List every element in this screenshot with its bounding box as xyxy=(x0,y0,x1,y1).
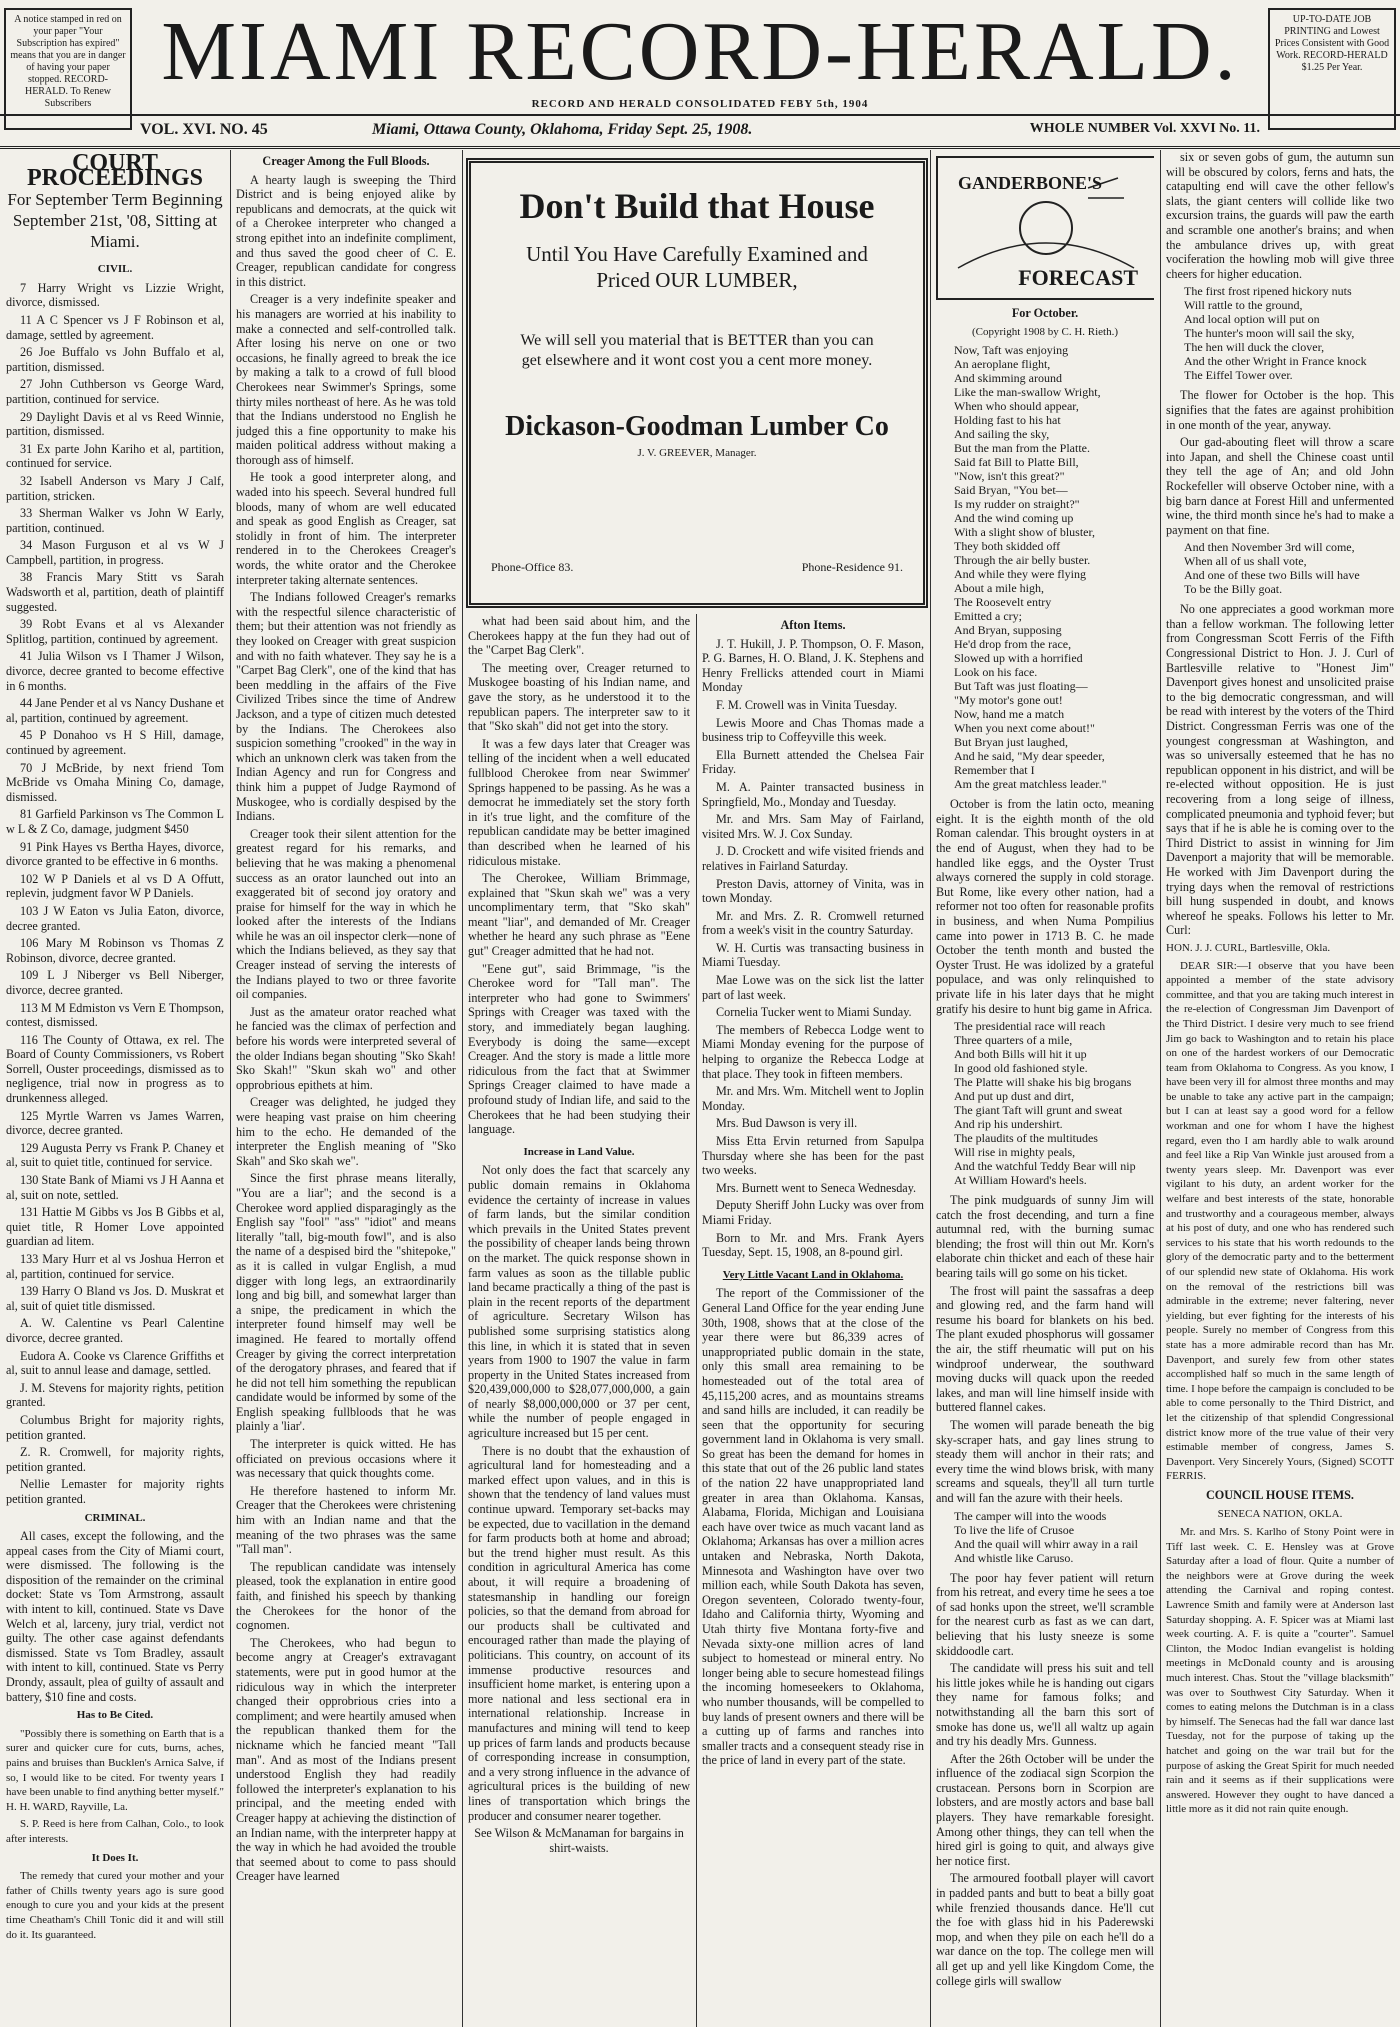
court-case-entry: 38 Francis Mary Stitt vs Sarah Wadsworth et al, partition, death of plaintiff suggested. xyxy=(6,570,224,614)
poem-line: And the wind coming up xyxy=(954,511,1074,526)
column-creager-continued xyxy=(468,614,690,2027)
ad-subhead: Until You Have Carefully Examined and Priced OUR LUMBER, xyxy=(526,242,868,292)
ferris-intro: No one appreciates a good workman more than a fellow workman. The following letter from Congressman Scott Ferris of the Fifth Congressional District to Hon. J. J. Curl of Bartlesville relative to "Honest Jim" Davenport gives honest and unsolicited praise to the big democratic congressman, and will be read with interest by the voters of the Third District. Congressman Ferris was one of the youngest congressman at Washington, and was so universally esteemed that he has no republican opponent in his district, and will be re-elected without opposition. He is just recovering from a long seige of illness, complicated pneumonia and typhoid fever; but says that if he is able he is coming over to the Third District to assist in winning for Jim Davenport a majority that will be memorable. He worked with Jim Davenport during the trying days when the removal of restrictions bill hung suspended in doubt, and knows whereof he speaks. Follows his letter to Mr. Curl: xyxy=(1166,602,1394,938)
forecast-continued xyxy=(1166,150,1394,281)
poem-line: Will rise in mighty peals, xyxy=(954,1145,1076,1160)
civil-heading: CIVIL. xyxy=(97,263,133,276)
forecast-paragraph: The pink mudguards of sunny Jim will catch the frost decending, and turn a fine autumnal red, with the burning sumac blending; the frost will thin out Mr. Korn's elaborate chin thicket and each of these hair bearing tails will go some on his ticket. xyxy=(936,1193,1154,1281)
poem-line: And the watchful Teddy Bear will nip xyxy=(954,1159,1136,1174)
court-case-entry: A. W. Calentine vs Pearl Calentine divorce, decree granted. xyxy=(6,1316,224,1345)
afton-item: Lewis Moore and Chas Thomas made a business trip to Coffeyville this week. xyxy=(702,715,924,745)
poem-line: And rip his undershirt. xyxy=(954,1117,1063,1132)
poem-line: With a slight show of bluster, xyxy=(954,525,1096,540)
poem-line: Now, Taft was enjoying xyxy=(954,343,1069,358)
afton-item: J. D. Crockett and wife visited friends and relatives in Fairland Saturday. xyxy=(702,844,924,873)
story-paragraph: Creager is a very indefinite speaker and his managers are worried at his inability to make a connected and self-controlled talk. After losing his nerve on one or two occasions, he finally agreed to break the ice by making a talk to a crowd of full blood Cherokees near Swimmer's Springs, some thirty miles northeast of here. As he was told that the Indians understood no English he judged this a fine opportunity to make his maiden political address without making a thorough ass of himself. xyxy=(236,292,456,467)
dateline-bar xyxy=(0,114,1400,149)
ad-body: We will sell you material that is BETTER than you can get elsewhere and it wont cost you a cent more money. xyxy=(520,332,874,369)
court-case-entry: 27 John Cuthberson vs George Ward, partition, continued for service. xyxy=(6,377,224,406)
poem-line: "My motor's gone out! xyxy=(954,693,1063,708)
ad-phones xyxy=(491,560,903,575)
forecast-text-3 xyxy=(936,1571,1154,1989)
poem-line: And put up dust and dirt, xyxy=(954,1089,1074,1104)
forecast-poem xyxy=(954,343,1154,791)
court-case-entry: 91 Pink Hayes vs Bertha Hayes, divorce, divorce granted to be effective in 6 months. xyxy=(6,839,224,869)
poem-line: Am the great matchless leader." xyxy=(954,777,1107,792)
does-text: The remedy that cured your mother and your father of Chills twenty years ago is sure good enough to cure you and your kids at the present time Cheatham's Chill Tonic did it and will still do it. Its guaranteed. xyxy=(6,1870,224,1941)
afton-item: Mae Lowe was on the sick list the latter part of last week. xyxy=(702,973,924,1002)
poem-line: Three quarters of a mile, xyxy=(954,1033,1073,1048)
court-case-entry: 7 Harry Wright vs Lizzie Wright, divorce, dismissed. xyxy=(6,280,224,310)
poem-line: To be the Billy goat. xyxy=(1184,582,1283,597)
presidential-race-poem xyxy=(954,1019,1154,1187)
poem-line: When all of us shall vote, xyxy=(1184,554,1307,569)
court-case-entry: Eudora A. Cooke vs Clarence Griffiths et al, suit to annul lease and damage, settled. xyxy=(6,1348,224,1378)
story-paragraph: The Cherokees, who had begun to become angry at Creager's extravagant statements, were put in good humor at the ridiculous way in which the interpreter changed their opprobrious cries into a compliment; and were heartily amused when the republican thanked them for the nickname which he fancied meant "Tall man". And as most of the Indians present understood English they had readily followed the interpreter's explanation to his principal, and the meeting ended with Creager happy at achieving the distinction of an Indian name, with the interpreter happy at the way in which he had avoided the trouble that seemed about to come to pass should Creager have learned xyxy=(236,1635,456,1884)
ganderbone-forecast-cartoon xyxy=(936,156,1154,300)
forecast-paragraph: After the 26th October will be under the influence of the zodiacal sign Scorpion the crustacean. Persons born in Scorpion are lobsters, and are mostly actors and base ball players. They have remarkable foresight. Among other things, they can tell when the hired girl is going to quit, and always give her notice first. xyxy=(936,1751,1154,1868)
court-case-entry: 116 The County of Ottawa, ex rel. The Board of County Commissioners, vs Robert Sorrell, Ouster proceedings, dismissed as to negligence, trial now in progress as to drunkenness alleged. xyxy=(6,1032,224,1106)
criminal-docket-text: All cases, except the following, and the appeal cases from the City of Miami court, were dismissed. The following is the disposition of the remainder on the criminal docket: State vs Tom Armstrong, assault with intent to kill, continued. State vs Dave Welch et al, larceny, jury trial, verdict not guilty. The other case against defendants dismissed. State vs Tom Bradley, assault with intent to kill, continued. State vs Perry Drondy, assault, plea of guilty of assault and battery, $10 fine and costs. xyxy=(6,1529,224,1704)
phone-office: Phone-Office 83. xyxy=(491,560,574,574)
ad-firm-name: Dickason-Goodman Lumber Co xyxy=(505,411,889,442)
land-value-paragraph: Not only does the fact that scarcely any public domain remains in Oklahoma evidence the certainty of increase in values of farm lands, but the similar condition which prevails in the United States prevent the possibility of cheaper lands being thrown on the market. The quick response shown in farm values as soon as the tillable public land became practically a thing of the past is plain in the recent reports of the department of agriculture. Secretary Wilson has published some surprising statistics along this line, in which it is stated that in seven years from 1900 to 1907 the value in farm property in the United States increased from $20,439,000,000 to $28,077,000,000, a gain of nearly $8,000,000,000 or 37 per cent, while the number of people engaged in agriculture increased but 15 per cent. xyxy=(468,1163,690,1441)
court-proceedings-headline: COURT PROCEEDINGS xyxy=(26,150,204,191)
phone-residence: Phone-Residence 91. xyxy=(801,560,903,574)
poem-line: And the quail will whirr away in a rail xyxy=(954,1536,1138,1551)
poem-line: And local option will put on xyxy=(1184,312,1320,327)
poem-line: When who should appear, xyxy=(954,399,1079,414)
court-case-entry: 103 J W Eaton vs Julia Eaton, divorce, decree granted. xyxy=(6,903,224,933)
afton-item: Preston Davis, attorney of Vinita, was in town Monday. xyxy=(702,876,924,906)
court-case-entry: 29 Daylight Davis et al vs Reed Winnie, partition, dismissed. xyxy=(6,409,224,439)
court-case-entry: 70 J McBride, by next friend Tom McBride vs Omaha Mining Co, damage, dismissed. xyxy=(6,760,224,804)
forecast-paragraph: The flower for October is the hop. This signifies that the fates are against prohibition in one month of the year, anyway. xyxy=(1166,388,1394,432)
court-proceedings-deck: For September Term Beginning September 21st, '08, Sitting at Miami. xyxy=(7,190,223,252)
poem-line: Now, hand me a match xyxy=(954,707,1065,722)
court-case-entry: 106 Mary M Robinson vs Thomas Z Robinson, divorce, decree granted. xyxy=(6,936,224,965)
court-case-entry: Columbus Bright for majority rights, petition granted. xyxy=(6,1412,224,1442)
story-paragraph: "Eene gut", said Brimmage, "is the Cherokee word for "Tall man". The interpreter who had gone to Swimmers' Springs with Creager was taxed with the story, and immediately began laughing. Everybody is doing the same—except Creager. And the story is made a little more ridiculous from the fact that at Swimmer Springs Creager claimed to have made a profound study of Indian life, and said to the Cherokees that he had been studying their language. xyxy=(468,961,690,1137)
afton-item: Mrs. Bud Dawson is very ill. xyxy=(716,1116,858,1131)
story-paragraph: He therefore hastened to inform Mr. Creager that the Cherokees were christening him with an Indian name and that the meaning of the two phrases was the same "Tall man". xyxy=(236,1483,456,1557)
council-house-heading: COUNCIL HOUSE ITEMS. xyxy=(1206,1487,1354,1502)
court-case-entry: 34 Mason Furguson et al vs W J Campbell, partition, in progress. xyxy=(6,538,224,567)
column-court-proceedings xyxy=(6,150,224,2027)
creager-headline: Creager Among the Full Bloods. xyxy=(262,154,430,168)
poem-line: Slowed up with a horrified xyxy=(954,651,1083,666)
poem-line: Emitted a cry; xyxy=(954,609,1022,624)
court-case-entry: 125 Myrtle Warren vs James Warren, divorce, decree granted. xyxy=(6,1108,224,1138)
land-value-body xyxy=(468,1163,690,1823)
poem-line: Is my rudder on straight?" xyxy=(954,497,1080,512)
court-case-entry: 130 State Bank of Miami vs J H Aanna et al, suit on note, settled. xyxy=(6,1173,224,1202)
vacant-land-body: The report of the Commissioner of the General Land Office for the year ending June 30th, 1908, shows that at the close of the year there were but 86,339 acres of unappropriated public domain in the state, only this small area remaining to be homesteaded out of the total area of 45,115,200 acres, and as mountains streams and sand hills are included, it can readily be seen that the opportunity for securing government land in Oklahoma is very small. So great has been the demand for homes in this state that out of the 26 public land states of the nation 22 have unappropriated land greater in area than Oklahoma. Kansas, Alabama, Florida, Michigan and Louisiana each have over twice as much vacant land as Oklahoma; Arkansas has over a million acres untaken and Nebraska, North Dakota, Minnesota and Washington have over two million each, while South Dakota has seven, Oregon seventeen, Colorado twenty-four, Idaho and California thirty, Wyoming and Utah thirty five Montana forty-five and Nevada sixty-one million acres of land subject to homestead or mineral entry. No longer being able to secure homestead filings the incoming homeseekers to Oklahoma, who number thousands, will be compelled to buy lands of present owners and there will be a cutting up of farms and ranches into smaller tracts and a consequent steady rise in the price of land in every part of the state. xyxy=(702,1286,924,1768)
poem-line: "Now, isn't this great?" xyxy=(954,469,1065,484)
afton-item: W. H. Curtis was transacting business in Miami Tuesday. xyxy=(702,940,924,970)
poem-line: And both Bills will hit it up xyxy=(954,1047,1087,1062)
poem-line: Like the man-swallow Wright, xyxy=(954,385,1101,400)
poem-line: The Eiffel Tower over. xyxy=(1184,368,1293,383)
poem-line: Said fat Bill to Platte Bill, xyxy=(954,455,1079,470)
cited-text: "Possibly there is something on Earth that is a surer and quicker cure for cuts, burns, aches, pains and bruises than Bucklen's Arnica Salve, if so, I would like to be cited. For twenty years I have been unable to find anything better myself." H. H. WARD, Rayville, La. xyxy=(6,1727,224,1813)
forecast-paragraph: Our gad-abouting fleet will throw a scare into Japan, and shell the Chinese coast until they tell the age of An; and old John Rockefeller will observe October nine, with a big barn dance at Forest Hill and unfermented wine, the third month since he's had to make a payment on that fine. xyxy=(1166,435,1394,537)
poem-line: And sailing the sky, xyxy=(954,427,1050,442)
poem-line: Said Bryan, "You bet— xyxy=(954,483,1068,498)
column-rule xyxy=(930,150,931,2027)
court-case-entry: J. M. Stevens for majority rights, petition granted. xyxy=(6,1380,224,1410)
poem-line: To live the life of Crusoe xyxy=(954,1522,1075,1537)
column-creager-story xyxy=(236,150,456,2027)
column-forecast xyxy=(936,150,1154,2027)
court-case-entry: 45 P Donahoo vs H S Hill, damage, continued by agreement. xyxy=(6,728,224,757)
shirt-waists-note: See Wilson & McManaman for bargains in shirt-waists. xyxy=(474,1826,684,1855)
ad-manager: J. V. GREEVER, Manager. xyxy=(637,447,757,459)
forecast-continued-2 xyxy=(1166,388,1394,537)
column-rule xyxy=(230,150,231,2027)
afton-item: J. T. Hukill, J. P. Thompson, O. F. Mason, P. G. Barnes, H. O. Bland, J. K. Stephens and Henry Frellicks attended court in Miami Monday xyxy=(702,636,924,695)
forecast-paragraph: The armoured football player will cavort in padded pants and butt to beat a billy goat while frenzied thousands dance. He'll cut the foe with glass hid in his Paderewski mop, and when they pile on each he'll do a war dance on the top. The college men will all get up and yell like Kingdom Come, the college girls will swallow xyxy=(936,1871,1154,1988)
court-case-entry: 32 Isabell Anderson vs Mary J Calf, partition, stricken. xyxy=(6,473,224,503)
column-afton-items xyxy=(702,614,924,2027)
court-case-entry: 81 Garfield Parkinson vs The Common L w L & Z Co, damage, judgment $450 xyxy=(6,807,224,836)
forecast-paragraph: The poor hay fever patient will return from his retreat, and every time he sees a toe of sad honks upon the street, we'll scramble for the nearest curb as fast as we can dart, believing that his lusty sneeze is some skiddoodle cart. xyxy=(936,1570,1154,1658)
afton-item: Mr. and Mrs. Z. R. Cromwell returned from a week's visit in the country Saturday. xyxy=(702,908,924,938)
story-paragraph: Creager took their silent attention for the greatest regard for his remarks, and believing that he was making a phenomenal success as an orator launched out into an exaggerated bit of second joy oratory and praise for himself for the way in which he looked after the interests of the Indians while he was an oil inspector clerk—none of which the Indians believed, as they say that Creager instead of serving the interests of the Indians played to two or three favorite oil companies. xyxy=(236,826,456,1002)
poem-line: The hen will duck the clover, xyxy=(1184,340,1325,355)
court-case-entry: Nellie Lemaster for majority rights petition granted. xyxy=(6,1477,224,1506)
for-october-heading: For October. xyxy=(1011,306,1079,320)
afton-item: The members of Rebecca Lodge went to Miami Monday evening for the purpose of helping to organize the Rebecca Lodge at that place. They took in fifteen members. xyxy=(702,1022,924,1081)
creager-story-body xyxy=(236,173,456,1884)
court-case-entry: 131 Hattie M Gibbs vs Jos B Gibbs et al, quiet title, R Homer Love appointed guardian ad litem. xyxy=(6,1205,224,1249)
column-rule xyxy=(1160,150,1161,2027)
court-case-entry: 11 A C Spencer vs J F Robinson et al, damage, settled by agreement. xyxy=(6,312,224,342)
masthead xyxy=(0,0,1400,150)
afton-item: M. A. Painter transacted business in Springfield, Mo., Monday and Tuesday. xyxy=(702,779,924,809)
court-case-entry: 31 Ex parte John Kariho et al, partition, continued for service. xyxy=(6,441,224,471)
court-case-entry: 133 Mary Hurr et al vs Joshua Herron et al, partition, continued for service. xyxy=(6,1252,224,1281)
afton-items-heading: Afton Items. xyxy=(780,618,846,632)
poem-line: When you next come about!" xyxy=(954,721,1095,736)
volume-number: VOL. XVI. NO. 45 xyxy=(140,121,268,138)
poem-line: And skimming around xyxy=(954,371,1062,386)
court-case-entry: 109 L J Niberger vs Bell Niberger, divorce, decree granted. xyxy=(6,968,224,997)
letter-salutation: HON. J. J. CURL, Bartlesville, Okla. xyxy=(1166,941,1331,954)
afton-item: Cornelia Tucker went to Miami Sunday. xyxy=(716,1005,912,1020)
poem-line: The giant Taft will grunt and sweat xyxy=(954,1103,1123,1118)
poem-line: And whistle like Caruso. xyxy=(954,1550,1074,1565)
story-paragraph: He took a good interpreter along, and waded into his speech. Several hundred full bloods, many of whom are well educated and speak as good English as Creager, sat stolidly in front of him. The interpreter rendered in to the Cherokees Creager's words, the white orator and the Cherokee interpreter taking alternate sentences. xyxy=(236,470,456,587)
right-ear-notice: UP-TO-DATE JOB PRINTING and Lowest Prices Consistent with Good Work. RECORD-HERALD $1.25 Per Year. xyxy=(1268,8,1396,130)
afton-item: Ella Burnett attended the Chelsea Fair Friday. xyxy=(702,747,924,777)
poem-line: The camper will into the woods xyxy=(954,1508,1107,1523)
forecast-text xyxy=(936,797,1154,1016)
poem-line: And while they were flying xyxy=(954,567,1086,582)
hickory-poem xyxy=(1184,284,1394,382)
issue-date: Miami, Ottawa County, Oklahoma, Friday Sept. 25, 1908. xyxy=(372,121,753,138)
story-paragraph: The interpreter is quick witted. He has officiated on previous occasions where it was necessary that quick thoughts come. xyxy=(236,1437,456,1481)
poem-line: Will rattle to the ground, xyxy=(1184,298,1303,313)
poem-line: About a mile high, xyxy=(954,581,1044,596)
forecast-text-2 xyxy=(936,1193,1154,1505)
land-value-heading: Increase in Land Value. xyxy=(523,1145,635,1158)
court-case-entry: 113 M M Edmiston vs Vern E Thompson, contest, dismissed. xyxy=(6,1000,224,1030)
court-case-entry: 139 Harry O Bland vs Jos. D. Muskrat et al, suit of quiet title dismissed. xyxy=(6,1284,224,1313)
consolidation-note: RECORD AND HERALD CONSOLIDATED FEBY 5th, 1904 xyxy=(531,98,869,110)
story-paragraph: what had been said about him, and the Cherokees happy at the fun they had out of the "Carpet Bag Clerk". xyxy=(468,614,690,658)
story-paragraph: The Indians followed Creager's remarks with the respectful silence characteristic of them; but their attention was not friendly as they looked on Creager with great suspicion and with no faith whatever. They say he is a "Carpet Bag Clerk", one of the kind that has been meddling in the affairs of the Five Civilized Tribes since the time of Andrew Jackson, and a type of citizen much detested by the Indians. The Cherokees also suspicion something "crooked" in the way in which an unknown clerk was taken from the Indian Agency and run for Congress and think him a puppet of Judge Raymond of Muskogee, who is cordially despised by the Indians. xyxy=(236,590,456,824)
newspaper-title: MIAMI RECORD-HERALD. xyxy=(161,5,1239,98)
story-paragraph: Since the first phrase means literally, "You are a liar"; and the second is a Cherokee word applied disparagingly as the English say "fool" "ass" "idiot" and means literally "tall, big-mouth fowl", and is also the name of a despised bird the "shitepoke," as it is called in vulgar English, a mud digger with long legs, an extraordinarily long and big bill, and somewhat larger than a snipe, the predicament in which the interpreter found himself may well be imagined. He feared to mortally offend Creager by giving the correct interpretation of the derogatory phrases, and feared that if he did not tell him something the republican candidate would be informed by some of the English speaking fullbloods that he was plainly a 'liar'. xyxy=(236,1171,456,1434)
court-case-entry: 26 Joe Buffalo vs John Buffalo et al, partition, dismissed. xyxy=(6,345,224,374)
poem-line: At William Howard's heels. xyxy=(954,1173,1087,1188)
criminal-heading: CRIMINAL. xyxy=(84,1511,146,1524)
poem-line: The Platte will shake his big brogans xyxy=(954,1075,1132,1090)
afton-item: Miss Etta Ervin returned from Sapulpa Thursday where she has been for the past two weeks. xyxy=(702,1134,924,1178)
poem-line: He'd drop from the race, xyxy=(954,637,1072,652)
forecast-paragraph: October is from the latin octo, meaning eight. It is the eighth month of the old Roman calendar. This brought oysters in at the end of August, when they had to be handled like eggs, and the Oyster Trust always cornered the supply in cold storage. But Rome, like every other nation, had a reformer not too often for reasonable profits in business, and when Numa Pompilius came into power in 1713 B. C. he made October the tenth month and busted the Oyster Trust. He was idolized by a grateful populace, and was only relinquished to private life in his later days that he might gratify his desire to hunt big game in Africa. xyxy=(936,797,1154,1016)
poem-line: Remember that I xyxy=(954,763,1035,778)
copyright-line: (Copyright 1908 by C. H. Rieth.) xyxy=(971,325,1119,338)
civil-cases-list xyxy=(6,281,224,1507)
story-paragraph: The republican candidate was intensely pleased, took the explanation in entire good faith, and finished his speech by thanking the Cherokees for the honor of the cognomen. xyxy=(236,1559,456,1633)
council-house-items: Mr. and Mrs. S. Karlho of Stony Point were in Tiff last week. C. E. Hensley was at Grove Saturday after a load of flour. Quite a number of the neighbors were at Grove during the week attending the Carnival and roping contest. Lawrence Smith and family were at Anderson last Saturday shopping. A. F. Spicer was at Miami last week courting. A. F. is quite a "courter". Samuel Clinton, the Modoc Indian evangelist is holding meetings in McDonald county and is arousing much interest. Chas. Stout the "village blacksmith" was over to Southwest City Saturday. When it comes to eating melons the Dutchman is in a class by himself. The Senecas had the fall war dance last Tuesday, not for the purpose of taking up the hatchet and going on the war trail but for the purpose of asking the Great Spirit for much needed rain and it seems as if their supplications were answered. However they ought to have danced a little more as it did not rain quite enough. xyxy=(1166,1526,1394,1816)
afton-item: Deputy Sheriff John Lucky was over from Miami Friday. xyxy=(702,1198,924,1227)
poem-line: And Bryan, supposing xyxy=(954,623,1062,638)
poem-line: The presidential race will reach xyxy=(954,1019,1106,1034)
land-value-paragraph: There is no doubt that the exhaustion of agricultural land for homesteading and a marked effect upon values, and in this is shown that the tendency of land values must continue upward. Temporary set-backs may be expected, due to vacillation in the demand for farm products both at home and abroad; but the trend higher must result. As this condition in agricultural America has come about, it will require a broadening of statesmanship in handling our foreign policies, so that the demand from abroad for our products shall be cultivated and encouraged rather than made the playing of politicians. This country, on account of its immense productive resources and insufficient home market, is entering upon a more national and less sectional era in international relationship. Increase in manufactures and mining will tend to keep up prices of farm lands and products because of corresponding increase in consumption, and a very strong influence in the advance of agricultural prices is the building of new lines of transportation which brings the producer and consumer nearer together. xyxy=(468,1443,690,1823)
afton-items-list xyxy=(702,637,924,1260)
afton-item: Mrs. Burnett went to Seneca Wednesday. xyxy=(716,1180,917,1195)
court-case-entry: 102 W P Daniels et al vs D A Offutt, replevin, judgment favor W P Daniels. xyxy=(6,871,224,901)
court-case-entry: 41 Julia Wilson vs I Thamer J Wilson, divorce, decree granted to become effective in 6 months. xyxy=(6,649,224,693)
afton-item: Mr. and Mrs. Sam May of Fairland, visited Mrs. W. J. Cox Sunday. xyxy=(702,812,924,841)
story-paragraph: A hearty laugh is sweeping the Third District and is being enjoyed alike by republicans and democrats, at the quick wit of a Cherokee interpreter who changed a strong epithet into an indefinite compliment, and thus saved the good cheer of C. E. Creager, republican candidate for congress in this district. xyxy=(236,172,456,289)
court-case-entry: 44 Jane Pender et al vs Nancy Dushane et al, partition, continued by agreement. xyxy=(6,696,224,725)
forecast-paragraph: The women will parade beneath the big sky-scraper hats, and gay lines strung to steady them will anchor in their rats; and every time the wind blows brisk, with many screams and squeals, they'll all turn turtle and will fan the azure with their heels. xyxy=(936,1418,1154,1505)
court-case-entry: 129 Augusta Perry vs Frank P. Chaney et al, suit to quiet title, continued for service. xyxy=(6,1140,224,1170)
story-paragraph: Creager was delighted, he judged they were heaping vast praise on him cheering him to the echo. He demanded of the interpreter the English meaning of "Sko Skah" and Sko skah we". xyxy=(236,1095,456,1168)
poem-line: In good old fashioned style. xyxy=(954,1061,1088,1076)
poem-line: An aeroplane flight, xyxy=(954,357,1051,372)
creager-continued-body xyxy=(468,614,690,1137)
poem-line: But the man from the Platte. xyxy=(954,441,1090,456)
reed-item: S. P. Reed is here from Calhan, Colo., to look after interests. xyxy=(6,1818,224,1845)
poem-line: The Roosevelt entry xyxy=(954,595,1052,610)
left-ear-notice: A notice stamped in red on your paper "Your Subscription has expired" means that you are in danger of having your paper stopped. RECORD-HERALD. To Renew Subscribers xyxy=(4,8,132,130)
camper-poem xyxy=(954,1509,1154,1565)
column-rule xyxy=(696,614,697,2027)
court-case-entry: 33 Sherman Walker vs John W Early, partition, continued. xyxy=(6,506,224,535)
whole-number: WHOLE NUMBER Vol. XXVI No. 11. xyxy=(1029,121,1260,136)
story-paragraph: The Cherokee, William Brimmage, explained that "Skun skah we" was a very uncomplimentary term, that "Sko skah" meant "liar", and demanded of Mr. Creager whether he heard any such phrase as "Eene gut" Creager admitted that he had not. xyxy=(468,871,690,959)
poem-line: Through the air belly buster. xyxy=(954,553,1091,568)
column-ferris-letter xyxy=(1166,150,1394,2027)
poem-line: And then November 3rd will come, xyxy=(1184,540,1355,555)
story-paragraph: It was a few days later that Creager was telling of the incident when a well educated fullblood Cherokee from near Swimmer' Springs happened to be passing. As he was a democrat he immediately set the story forth in it's true light, and the comfiture of the republican candidate may be better imagined than described when he learned of his ridiculous mistake. xyxy=(468,736,690,868)
story-paragraph: Just as the amateur orator reached what he fancied was the climax of perfection and before his words were interpreted several of the older Indians began shouting "Sko Skah! Sko Skah!" "Skun skah wo" and other opprobrious epithets at him. xyxy=(236,1004,456,1092)
story-paragraph: The meeting over, Creager returned to Muskogee boasting of his Indian name, and gave the story, as he understood it to the republican papers. The interpreter saw to it that "Sko skah" did not get into the story. xyxy=(468,660,690,734)
vacant-land-heading: Very Little Vacant Land in Oklahoma. xyxy=(722,1268,904,1281)
cartoon-title-bottom: FORECAST xyxy=(1018,265,1138,291)
afton-item: Born to Mr. and Mrs. Frank Ayers Tuesday, Sept. 15, 1908, an 8-pound girl. xyxy=(702,1230,924,1260)
poem-line: And he said, "My dear speeder, xyxy=(954,749,1105,764)
poem-line: The plaudits of the multitudes xyxy=(954,1131,1098,1146)
cartoon-title-top: GANDERBONE'S xyxy=(958,173,1103,193)
seneca-nation-subhead: SENECA NATION, OKLA. xyxy=(1217,1507,1343,1520)
column-rule xyxy=(462,150,463,2027)
forecast-paragraph: The candidate will press his suit and tell his little jokes while he is handing out cigars they name for famous folks; and notwithstanding all the barn this sort of smoke has done us, we'll all waltz up again and try his deadly Mrs. Gunness. xyxy=(936,1661,1154,1749)
it-does-it-heading: It Does It. xyxy=(91,1851,139,1864)
has-to-be-cited-heading: Has to Be Cited. xyxy=(76,1709,154,1722)
november-poem xyxy=(1184,540,1394,596)
poem-line: But Taft was just floating— xyxy=(954,679,1088,694)
court-case-entry: 39 Robt Evans et al vs Alexander Splitlog, partition, continued by agreement. xyxy=(6,617,224,646)
poem-line: And one of these two Bills will have xyxy=(1184,568,1360,583)
poem-line: And the other Wright in France knock xyxy=(1184,354,1367,369)
poem-line: Holding fast to his hat xyxy=(954,413,1061,428)
court-case-entry: Z. R. Cromwell, for majority rights, petition granted. xyxy=(6,1445,224,1474)
poem-line: They both skidded off xyxy=(954,539,1061,554)
poem-line: The first frost ripened hickory nuts xyxy=(1184,284,1352,299)
poem-line: The hunter's moon will sail the sky, xyxy=(1184,326,1355,341)
forecast-paragraph: six or seven gobs of gum, the autumn sun will be obscured by colors, ferns and hats, the catapulting end will cave the other fellow's slats, the giant centers will collide like two excursion trains, the guards will paw the earth and scramble one another's brains; and when the ambulance drives up, with great vociferation the howling mob will give three cheers for higher education. xyxy=(1166,150,1394,281)
ferris-letter-body: DEAR SIR:—I observe that you have been appointed a member of the state advisory committee, and that you are taking much interest in the re-election of Congressman Jim Davenport of the Third District. I desire very much to see friend Jim go back to Washington and to retain his place on one of the hardest workers of our Democratic team from Oklahoma to Congress. As you know, I have been very ill for almost three months and may be unable to take any active part in the campaign; but I can at least say a good word for a fellow workman and one for whom I have the highest regard, even tho I am hardly able to walk around and feel like a Rip Van Winkle just aroused from a twenty years sleep. Mr. Davenport was ever vigilant to his duty, an ardent worker for the welfare and best interests of the state, honorable and trustworthy and a courageous member, always at his post of duty, and one who has rendered such services to his state that his worth redounds to the glory of the democratic party and to the betterment of our splendid new state of Oklahoma. His work on the removal of the restrictions bill was admirable in the extreme; never faltering, never yielding, but ever fighting for the interests of his people. Surely no member of Congress from this state has a more admirable record than has Mr. Davenport, and surely few from other states accomplished half so much in the same length of time. I hope before the campaign is concluded to be able to come personally to the Third District, and let the citizenship of that splendid Congressional district know more of the true value of their very estimable member of congress, James S. Davenport. Very Sincerely Yours, (Signed) SCOTT FERRIS. xyxy=(1166,959,1394,1483)
lumber-advertisement xyxy=(466,158,928,608)
afton-item: Mr. and Mrs. Wm. Mitchell went to Joplin Monday. xyxy=(702,1084,924,1113)
afton-item: F. M. Crowell was in Vinita Tuesday. xyxy=(716,697,898,712)
poem-line: Look on his face. xyxy=(954,665,1038,680)
poem-line: But Bryan just laughed, xyxy=(954,735,1068,750)
forecast-paragraph: The frost will paint the sassafras a deep and glowing red, and the farm hand will resume his board for blankets on his bed. The plant exuded phosphorus will gossamer the air, the stiff rheumatic will put on his windproof underwear, the southward moving ducks will quack upon the reeded lakes, and man will line himself inside with buttered flannel cakes. xyxy=(936,1283,1154,1415)
ad-headline: Don't Build that House xyxy=(519,186,875,226)
